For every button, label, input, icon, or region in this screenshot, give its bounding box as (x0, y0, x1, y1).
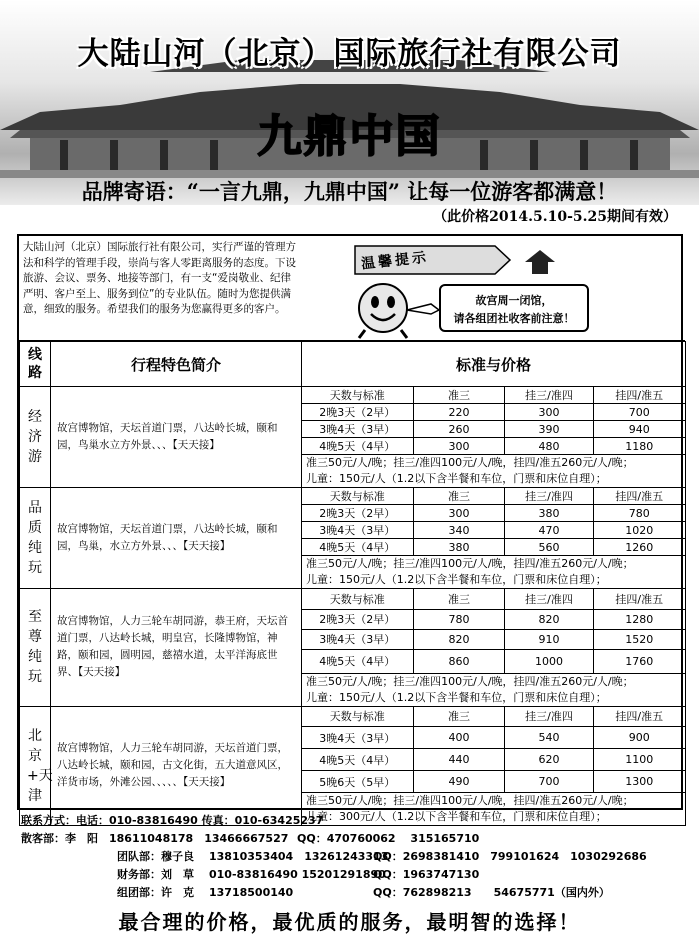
price: 910 (505, 629, 593, 649)
price: 780 (413, 609, 505, 629)
price: 560 (505, 539, 593, 556)
reminder-label: 温馨提示 (360, 249, 430, 273)
dept-label: 团队部：穆子良 (117, 850, 194, 863)
price-row (302, 421, 685, 438)
price: 300 (413, 438, 505, 455)
price: 1300 (593, 771, 685, 793)
price-row (302, 727, 685, 749)
route-name: 经济游 (20, 387, 51, 488)
price-table (302, 707, 685, 826)
price-row (302, 438, 685, 455)
price-table (302, 589, 685, 706)
price: 1020 (593, 522, 685, 539)
table-header-row (20, 342, 686, 387)
price-note (302, 673, 685, 706)
duration: 3晚4天（3早） (302, 727, 413, 749)
surcharge-note: 准三50元/人/晚；挂三/准四100元/人/晚，挂四/准五260元/人/晚； (306, 557, 634, 570)
col-standard-4-5: 挂四/准五 (593, 707, 685, 727)
col-standard-3-4: 挂三/准四 (505, 488, 593, 505)
col-standard-3: 准三 (413, 488, 505, 505)
duration: 3晚4天（3早） (302, 629, 413, 649)
company-name: 大陆山河（北京）国际旅行社有限公司 (77, 36, 622, 72)
duration: 2晚3天（2早） (302, 505, 413, 522)
dept-qq: QQ：470760062 315165710 (297, 832, 480, 845)
company-introduction: 大陆山河（北京）国际旅行社有限公司，实行严谨的管理方法和科学的管理手段，崇尚与客人零距离服务的态度。下设旅游、会议、票务、地接等部门，有一支“爱岗敬业、纪律严明、客户至上、服务到位”的专业队伍。随时为您提供满意，细致的服务。希望我们的服务为您赢得更多的客户。 (23, 241, 296, 315)
price-header-row (302, 589, 685, 609)
duration: 4晚5天（4早） (302, 438, 413, 455)
col-standard-3: 准三 (413, 589, 505, 609)
col-standard-3-4: 挂三/准四 (505, 387, 593, 404)
price-cell (302, 488, 686, 589)
route-name: 品质纯玩 (20, 488, 51, 589)
price-row (302, 771, 685, 793)
contact-row-caiwu (17, 866, 683, 884)
price: 260 (413, 421, 505, 438)
contact-row-sanke (17, 830, 683, 848)
price: 480 (505, 438, 593, 455)
price-cell (302, 589, 686, 707)
dept-qq: QQ：1963747130 (373, 868, 480, 881)
price: 940 (593, 421, 685, 438)
price-table (302, 387, 685, 487)
col-standard-3: 准三 (413, 387, 505, 404)
col-duration: 天数与标准 (302, 707, 413, 727)
col-standard-4-5: 挂四/准五 (593, 387, 685, 404)
price: 1180 (593, 438, 685, 455)
route-row (20, 387, 686, 488)
duration: 4晚5天（4早） (302, 649, 413, 673)
price-row (302, 404, 685, 421)
price-cell (302, 706, 686, 826)
price: 820 (505, 609, 593, 629)
col-duration: 天数与标准 (302, 387, 413, 404)
dept-label: 财务部：刘 草 (117, 868, 194, 881)
child-note: 儿童：150元/人（1.2以下含半餐和车位，门票和床位自理）； (306, 573, 607, 586)
price: 340 (413, 522, 505, 539)
duration: 4晚5天（4早） (302, 749, 413, 771)
price: 220 (413, 404, 505, 421)
price-note-row (302, 455, 685, 488)
price: 1280 (593, 609, 685, 629)
intro-section (19, 236, 685, 341)
dept-phones: 18611048178 13466667527 (109, 832, 289, 845)
child-note: 儿童：150元/人（1.2以下含半餐和车位，门票和床位自理）； (306, 472, 607, 485)
price: 390 (505, 421, 593, 438)
surcharge-note: 准三50元/人/晚；挂三/准四100元/人/晚，挂四/准五260元/人/晚； (306, 674, 634, 688)
price-row (302, 629, 685, 649)
route-row (20, 488, 686, 589)
duration: 5晚6天（5早） (302, 771, 413, 793)
dept-phones: 13718500140 (209, 886, 294, 899)
price: 300 (413, 505, 505, 522)
header-route: 线路 (20, 342, 51, 387)
price: 700 (593, 404, 685, 421)
price: 1000 (505, 649, 593, 673)
child-note: 儿童：150元/人（1.2以下含半餐和车位，门票和床位自理）； (306, 690, 607, 704)
price-row (302, 539, 685, 556)
col-duration: 天数与标准 (302, 488, 413, 505)
col-standard-3-4: 挂三/准四 (505, 589, 593, 609)
col-standard-3: 准三 (413, 707, 505, 727)
price: 1520 (593, 629, 685, 649)
route-row (20, 589, 686, 707)
duration: 4晚5天（4早） (302, 539, 413, 556)
price-cell (302, 387, 686, 488)
price: 860 (413, 649, 505, 673)
price-table (302, 488, 685, 588)
price: 300 (505, 404, 593, 421)
dept-label: 组团部：许 克 (117, 886, 194, 899)
price: 490 (413, 771, 505, 793)
price: 1100 (593, 749, 685, 771)
route-description: 故宫博物馆，天坛首道门票，八达岭长城，颐和园，鸟巢水立方外景、、、【天天接】 (51, 387, 302, 488)
footer-tagline: 最合理的价格，最优质的服务，最明智的选择！ (118, 910, 581, 934)
col-standard-4-5: 挂四/准五 (593, 488, 685, 505)
surcharge-note: 准三50元/人/晚；挂三/准四100元/人/晚，挂四/准五260元/人/晚； (306, 794, 634, 807)
dept-qq: QQ：762898213 54675771（国内外） (373, 886, 610, 899)
col-standard-3-4: 挂三/准四 (505, 707, 593, 727)
reminder-line-1: 故宫周一闭馆， (475, 294, 553, 307)
price-row (302, 505, 685, 522)
price: 470 (505, 522, 593, 539)
reminder-message (439, 284, 589, 332)
contact-row-zutuan (17, 884, 683, 902)
brand-logo: 九鼎中国 (257, 111, 442, 162)
route-description: 故宫博物馆，人力三轮车胡同游，天坛首道门票，八达岭长城，颐和园，古文化街，五大道意风区，洋货市场，外滩公园、、、、、【天天接】 (51, 706, 302, 826)
price-row (302, 522, 685, 539)
route-description: 故宫博物馆，人力三轮车胡同游，恭王府，天坛首道门票，八达岭长城，明皇宫，长隆博物馆，神路，颐和园，圆明园，慈禧水道，太平洋海底世界、【天天接】 (51, 589, 302, 707)
contact-row-tuandui (17, 848, 683, 866)
dept-qq: QQ：2698381410 799101624 1030292686 (373, 850, 647, 863)
price: 1260 (593, 539, 685, 556)
price-note-row (302, 556, 685, 589)
price-note-row (302, 673, 685, 706)
price: 1760 (593, 649, 685, 673)
price-row (302, 749, 685, 771)
route-name: 北京+天津 (20, 706, 51, 826)
price-note (302, 455, 685, 488)
duration: 2晚3天（2早） (302, 404, 413, 421)
header-description: 行程特色简介 (51, 342, 302, 387)
route-table (19, 341, 686, 826)
dept-phones: 13810353404 13261243313 (209, 850, 389, 863)
dept-label: 散客部：李 阳 (21, 832, 98, 845)
price-note (302, 556, 685, 589)
price: 440 (413, 749, 505, 771)
price-header-row (302, 488, 685, 505)
child-note: 儿童：300元/人（1.2以下含半餐和车位，门票和床位自理）； (306, 810, 607, 823)
price-row (302, 609, 685, 629)
header-price: 标准与价格 (302, 342, 686, 387)
col-duration: 天数与标准 (302, 589, 413, 609)
col-standard-4-5: 挂四/准五 (593, 589, 685, 609)
brand-slogan: 品牌寄语：“一言九鼎，九鼎中国” 让每一位游客都满意！ (81, 179, 618, 204)
surcharge-note: 准三50元/人/晚；挂三/准四100元/人/晚，挂四/准五260元/人/晚； (306, 456, 634, 469)
price: 820 (413, 629, 505, 649)
price: 380 (413, 539, 505, 556)
price: 900 (593, 727, 685, 749)
price-header-row (302, 387, 685, 404)
price: 380 (505, 505, 593, 522)
duration: 3晚4天（3早） (302, 522, 413, 539)
price: 620 (505, 749, 593, 771)
reminder-line-2: 请各组团社收客前注意！ (453, 312, 575, 325)
route-description: 故宫博物馆，天坛首道门票，八达岭长城，颐和园，鸟巢，水立方外景、、、【天天接】 (51, 488, 302, 589)
route-name: 至尊纯玩 (20, 589, 51, 707)
contact-section (17, 812, 683, 902)
hero-banner (0, 0, 699, 205)
price-header-row (302, 707, 685, 727)
price-validity: （此价格2014.5.10-5.25期间有效） (433, 209, 677, 225)
price: 700 (505, 771, 593, 793)
reminder-panel (335, 244, 585, 339)
price-row (302, 649, 685, 673)
duration: 3晚4天（3早） (302, 421, 413, 438)
price: 780 (593, 505, 685, 522)
contact-title-row (17, 812, 683, 830)
duration: 2晚3天（2早） (302, 609, 413, 629)
route-row (20, 706, 686, 826)
price: 400 (413, 727, 505, 749)
contact-title: 联系方式：电话：010-83816490 传真：010-63425237 (21, 814, 324, 827)
dept-phones: 010-83816490 15201291890 (209, 868, 386, 881)
price: 540 (505, 727, 593, 749)
